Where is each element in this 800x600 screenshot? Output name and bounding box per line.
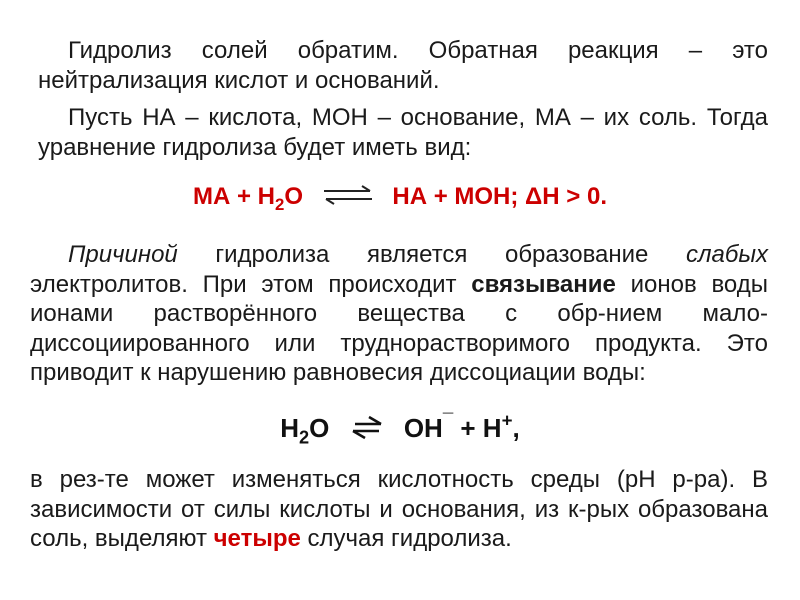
equation-left: МА + $Н_2О$: [193, 183, 304, 214]
equilibrium-arrows-icon: [322, 184, 374, 212]
result-text-1: в рез-те может изменяться кислотность среды (рН р-ра). В зависимости от силы кислоты и основания, из к-рых образована соль, выделяют: [30, 466, 768, 552]
subscript-2: 2: [275, 194, 285, 214]
paragraph-result: [30, 465, 768, 554]
paragraph-definition: [38, 103, 768, 162]
hydrolysis-equation: [0, 183, 800, 215]
water-dissociation-equation: [0, 410, 800, 449]
paragraph-cause: [30, 240, 768, 388]
result-text-2: случая гидролиза.: [300, 525, 512, 552]
weak-italic: слабых: [685, 241, 768, 268]
intro-text: Гидролиз солей обратим. Обратная реакция – это нейтрализация кислот и оснований.: [38, 37, 768, 94]
cause-text-2: электролитов. При этом происходит: [30, 270, 472, 298]
equation-right: НА + МОН; ΔН > 0.: [392, 183, 607, 210]
superscript-plus: +: [501, 410, 513, 431]
equilibrium-half-arrows-icon: [349, 414, 385, 447]
four-highlight: четыре: [213, 525, 301, 552]
water-formula: $Н_2О$: [280, 413, 330, 448]
subscript-2: 2: [299, 427, 310, 448]
binding-bold: связывание: [471, 270, 616, 298]
paragraph-intro: [38, 36, 768, 95]
definition-text: Пусть НА – кислота, МОН – основание, МА – их соль. Тогда уравнение гидролиза будет иметь вид:: [38, 104, 768, 161]
cause-text-3: ионов воды ионами растворённого вещества с обр-нием мало-диссоциированного или труднорастворимого продукта. Это приводит к нарушению равновесия диссоциации воды:: [30, 270, 768, 386]
cause-italic: Причиной: [68, 241, 178, 268]
ions-formula: ОН¯ + Н+,: [403, 410, 520, 444]
superscript-minus: ¯: [442, 410, 454, 431]
cause-text-1: гидролиза является образование: [177, 241, 686, 268]
